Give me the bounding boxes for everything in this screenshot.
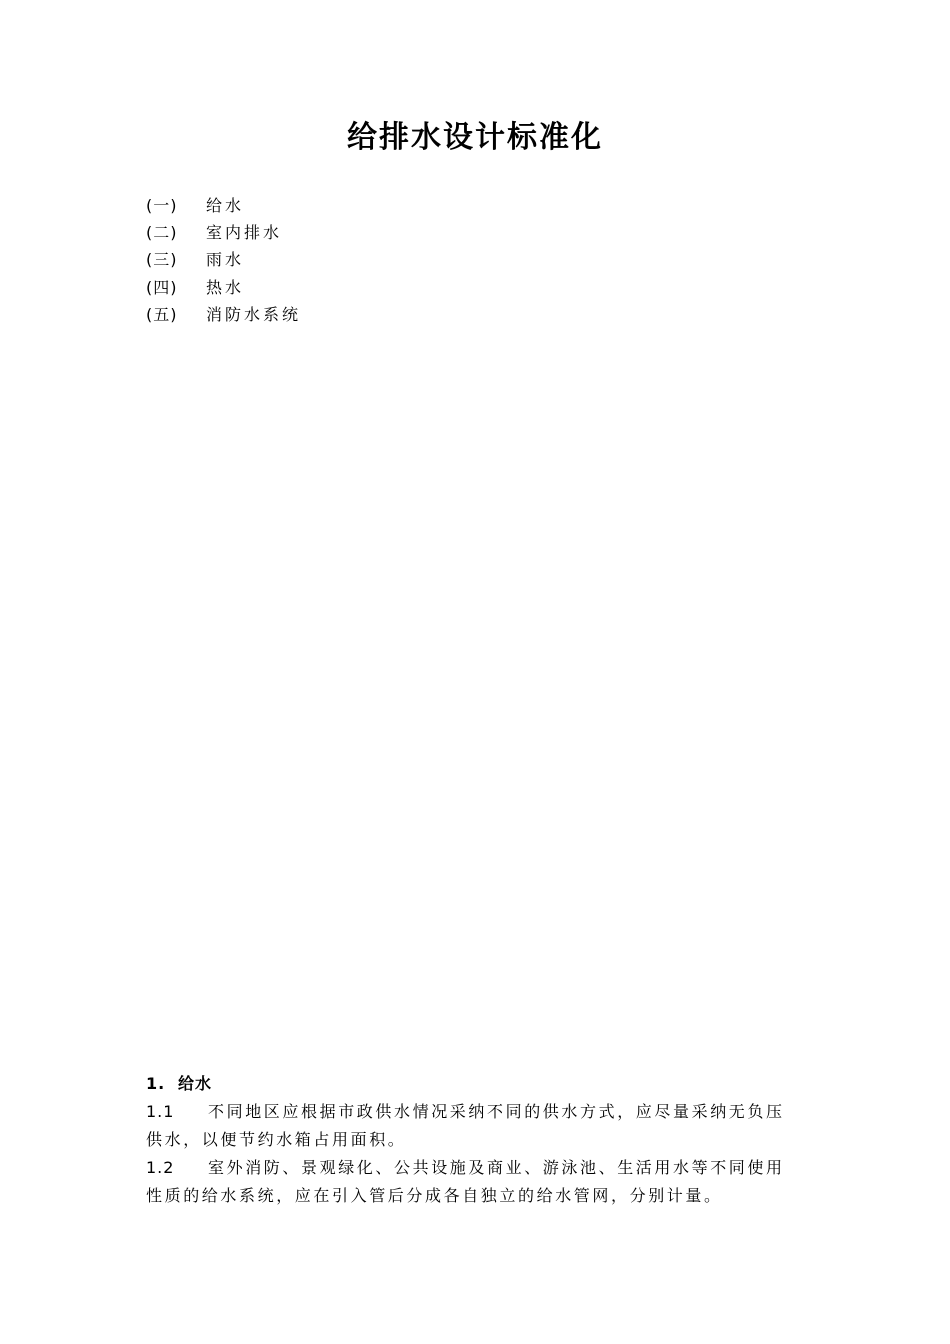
section-heading [146,1070,802,1098]
toc-item-number: (四) [146,277,178,297]
toc-item-label: 消防水系统 [206,304,302,324]
section-title: 给水 [178,1074,213,1093]
section-water-supply [146,1070,802,1210]
paragraph-text: 室外消防、景观绿化、公共设施及商业、游泳池、生活用水等不同使用性质的给水系统，应在引入管后分成各自独立的给水管网，分别计量。 [146,1158,785,1205]
paragraph-number: 1.2 [146,1158,175,1177]
toc-item-4 [146,274,646,301]
toc-item-2 [146,219,646,246]
toc-item-3 [146,246,646,273]
toc-item-label: 室内排水 [206,223,283,243]
toc-item-label: 雨水 [206,250,245,270]
paragraph-1-1 [146,1098,802,1154]
paragraph-1-2 [146,1154,802,1210]
paragraph-number: 1.1 [146,1102,175,1121]
toc-item-number: (一) [146,196,178,215]
toc-item-1 [146,192,646,219]
toc-item-number: (二) [146,223,178,243]
table-of-contents [146,192,646,328]
toc-item-number: (三) [146,250,178,270]
section-number: 1. [146,1074,166,1093]
paragraph-text: 不同地区应根据市政供水情况采纳不同的供水方式，应尽量采纳无负压供水，以便节约水箱占用面积。 [146,1102,785,1149]
toc-item-label: 给水 [206,196,245,215]
document-title: 给排水设计标准化 [347,120,603,155]
toc-item-label: 热水 [206,277,245,297]
toc-item-5 [146,301,646,328]
toc-item-number: (五) [146,304,178,324]
